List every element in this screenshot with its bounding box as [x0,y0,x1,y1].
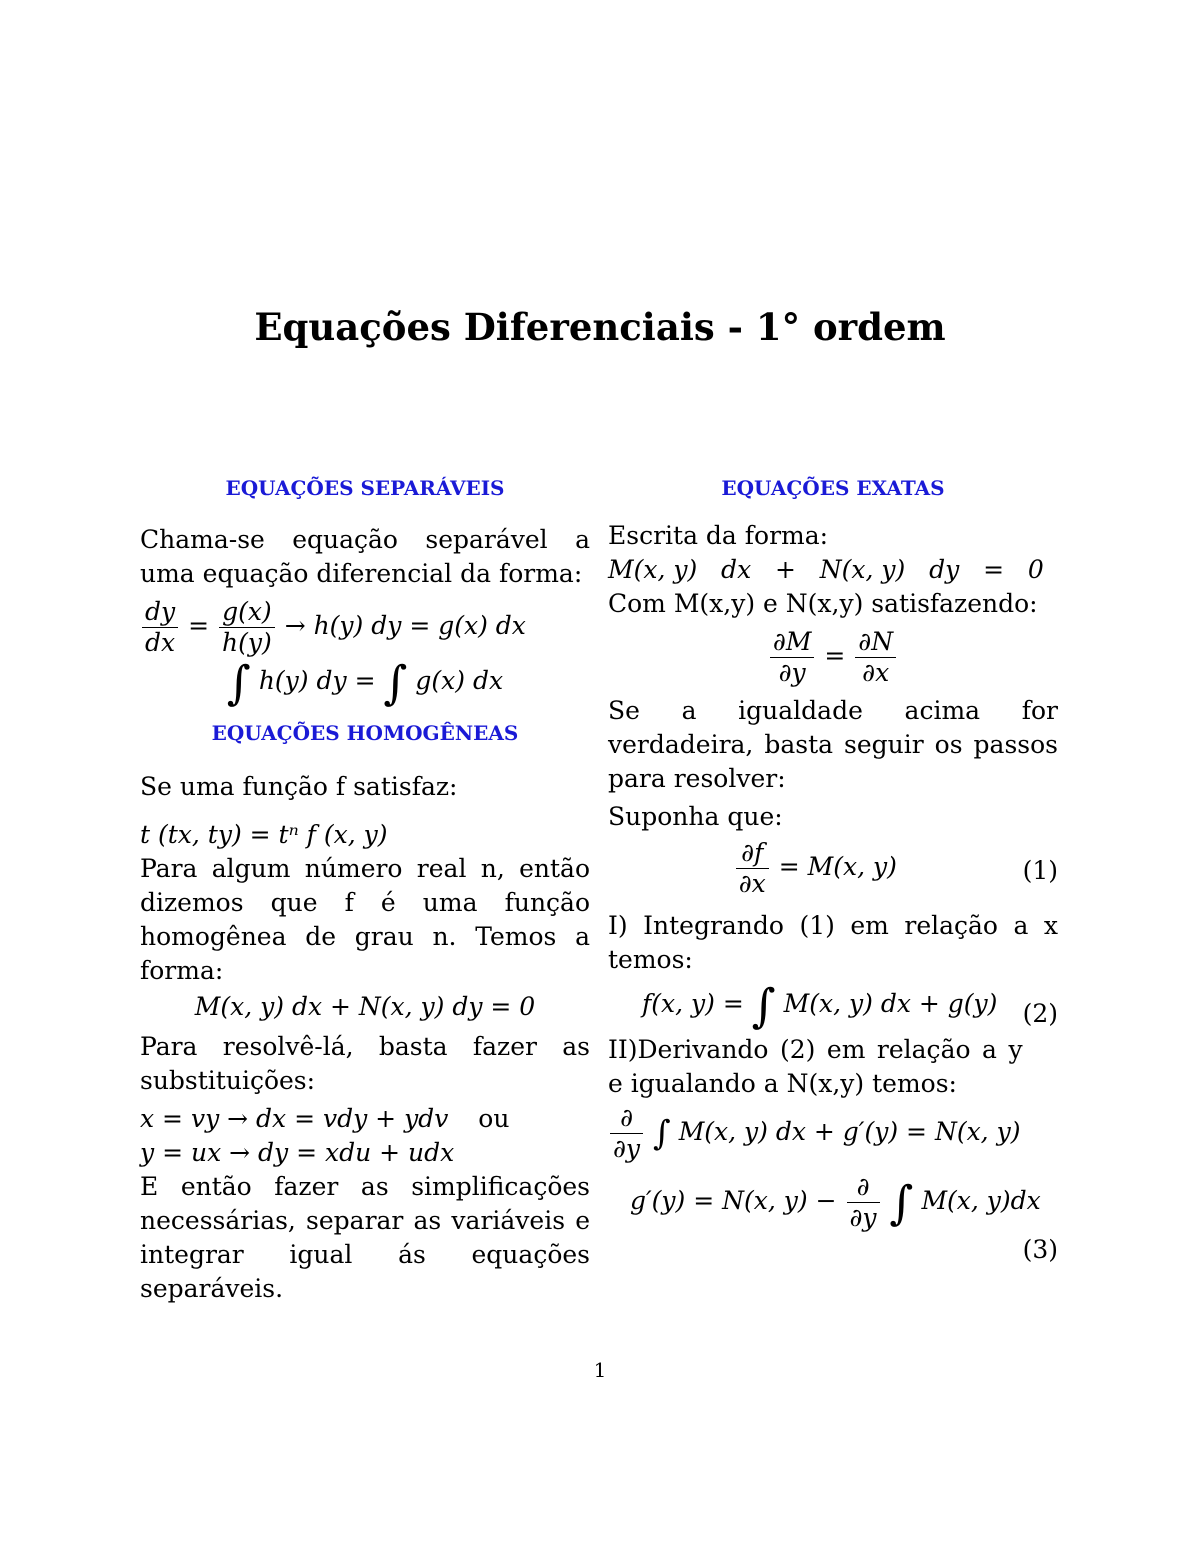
exact-if-text: Se a igualdade acima for verdadeira, basta seguir os passos para resolver: [608,696,1058,793]
page-number: 1 [593,1358,607,1382]
homogeneous-heading: EQUAÇÕES HOMOGÊNEAS [211,720,519,745]
page-title: Equações Diferenciais - 1° ordem [254,305,946,349]
derivative-equation: $\frac{\partial}{\partial y}$ ∫ M(x, y) dx + g′(y) = N(x, y) [608,1103,1058,1164]
equation-2: (2) f(x, y) = ∫ M(x, y) dx + g(y) [608,987,1058,1023]
equation-label-3: (3) [1022,1234,1058,1264]
fraction-g-h: $\frac{g(x)}{h(y)}$ [219,597,275,658]
equation-3: g′(y) = N(x, y) − $\frac{\partial}{\partial y}$ ∫ M(x, y)dx [630,1171,1041,1232]
homogeneous-text: Para algum número real n, então dizemos que f é uma função homogênea de grau n. Temos a forma: [140,853,590,985]
step-1-text: I) Integrando (1) em relação a x temos: [608,911,1058,974]
step-2-text: II)Derivando (2) em relação a y e igualando a N(x,y) temos: [608,1034,1023,1098]
fraction-dy-dx: $\frac{dy}{dx}$ [142,597,178,658]
equation-label-2: (2) [1022,999,1058,1028]
right-column [608,475,1058,1267]
exact-heading: EQUAÇÕES EXATAS [721,476,945,500]
substitution-text: Para resolvê-lá, basta fazer as substituições: [140,1031,590,1095]
exact-equation: M(x, y) dx + N(x, y) dy = 0 [608,555,1044,584]
homogeneous-intro: Se uma função f satisfaz: [140,771,458,801]
separable-heading: EQUAÇÕES SEPARÁVEIS [225,476,505,500]
integral-sign: ∫ [226,655,251,710]
equation-1: (1) $\frac{\partial f}{\partial x}$ = M(x, y) [608,838,1058,899]
substitution-equation-2: y = ux → dy = xdu + udx [140,1137,455,1167]
suppose-text: Suponha que: [608,802,783,831]
equation-label-1: (1) [1022,856,1058,885]
homogeneous-conclusion: E então fazer as simplificações necessárias, separar as variáveis e integrar igual ás equações separáveis. [140,1171,590,1303]
homogeneous-equation-1: t (tx, ty) = tⁿ f (x, y) [140,819,388,849]
exact-condition-text: Com M(x,y) e N(x,y) satisfazendo: [608,589,1038,618]
homogeneous-equation-2: M(x, y) dx + N(x, y) dy = 0 [194,991,536,1021]
separable-equation-1: $\frac{dy}{dx}$ = $\frac{g(x)}{h(y)}$ → h(y) dy = g(x) dx [140,597,590,658]
substitution-equation-1: x = vy → dx = vdy + ydv ou [140,1103,510,1133]
left-column [140,475,590,1306]
integral-sign: ∫ [383,655,408,710]
separable-intro: Chama-se equação separável a uma equação diferencial da forma: [140,525,590,588]
separable-equation-2: ∫ h(y) dy = ∫ g(x) dx [226,655,504,710]
exactness-condition: $\frac{\partial M}{\partial y}$ = $\frac{\partial N}{\partial x}$ [608,627,1058,688]
exact-intro: Escrita da forma: [608,521,829,550]
